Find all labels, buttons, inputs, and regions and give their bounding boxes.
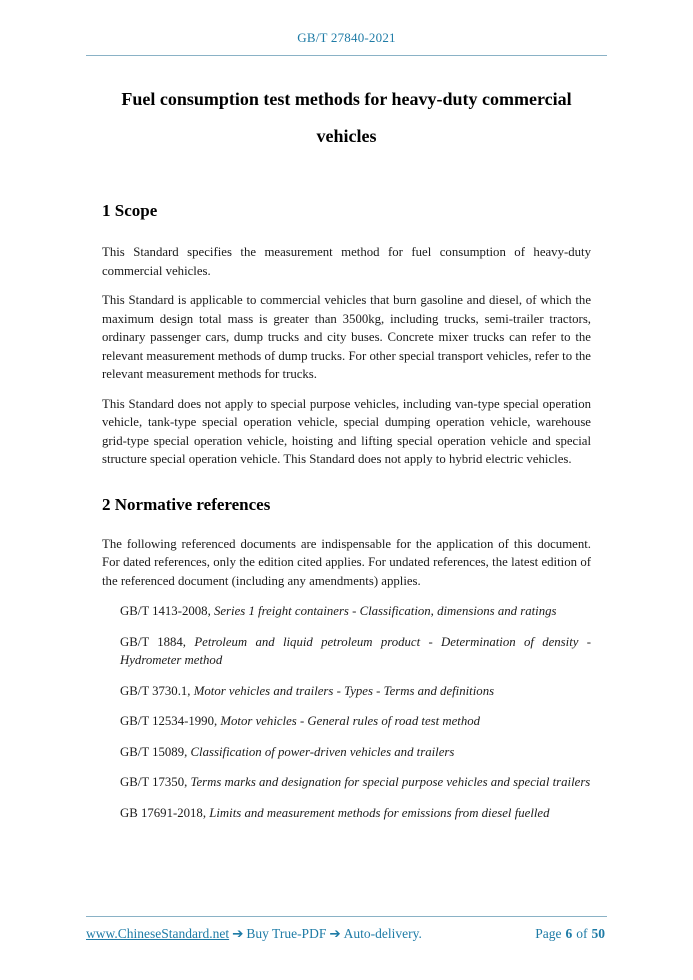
- section-heading-scope: 1 Scope: [102, 201, 158, 220]
- arrow-icon: ➔: [329, 926, 341, 941]
- document-title-line: vehicles: [316, 126, 377, 146]
- reference-code: GB/T 1884,: [120, 634, 187, 649]
- reference-title: Limits and measurement methods for emissions from diesel fuelled: [209, 805, 550, 820]
- reference-title: Motor vehicles and trailers - Types - Terms and definitions: [193, 683, 495, 698]
- reference-item: [120, 743, 591, 762]
- page-indicator: [533, 926, 607, 942]
- reference-code: GB/T 15089,: [120, 744, 188, 759]
- footer-tagline: [86, 926, 422, 942]
- page-total: 50: [591, 926, 605, 941]
- section-heading-normative-references: 2 Normative references: [102, 494, 271, 514]
- reference-code: GB 17691-2018,: [120, 805, 207, 820]
- of-label: of: [576, 926, 588, 941]
- reference-item: [120, 773, 591, 792]
- reference-item: [120, 602, 591, 621]
- arrow-icon: ➔: [232, 926, 244, 941]
- reference-item: [120, 804, 591, 823]
- reference-title: Terms marks and designation for special purpose vehicles and special trailers: [190, 775, 591, 789]
- reference-code: GB/T 3730.1,: [120, 683, 191, 698]
- reference-code: GB/T 12534-1990,: [120, 714, 218, 728]
- header-divider: [86, 55, 607, 56]
- page-header: [0, 0, 693, 46]
- reference-title: Series 1 freight containers - Classification, dimensions and ratings: [213, 604, 557, 618]
- paragraph-normative-intro: The following referenced documents are indispensable for the application of this document. For dated references, only the edition cited applies. For undated references, the latest edition of the referenced document (including any amendments) applies.: [102, 536, 591, 588]
- doc-number: GB/T 27840-2021: [297, 30, 396, 45]
- document-title: [102, 81, 591, 155]
- page-content: [102, 81, 591, 822]
- reference-item: [120, 682, 591, 701]
- buy-true-pdf-label: Buy True-PDF: [246, 926, 327, 941]
- website-link[interactable]: www.ChineseStandard.net: [86, 926, 230, 941]
- document-title-line: Fuel consumption test methods for heavy-duty commercial: [121, 89, 572, 109]
- reference-item: [120, 712, 591, 731]
- auto-delivery-label: Auto-delivery.: [343, 926, 422, 941]
- reference-code: GB/T 17350,: [120, 775, 188, 789]
- reference-code: GB/T 1413-2008,: [120, 604, 211, 618]
- paragraph-scope-2: This Standard is applicable to commercial vehicles that burn gasoline and diesel, of which the maximum design total mass is greater than 3500kg, including trucks, semi-trailer tractors, ordinary passenger cars, dump trucks and city buses. Concrete mixer trucks can refer to the relevant measurement methods of dump trucks. For other special transport vehicles, refer to the relevant measurement methods for trucks.: [102, 293, 591, 381]
- reference-title: Motor vehicles - General rules of road test method: [220, 714, 481, 728]
- reference-title: Classification of power-driven vehicles and trailers: [190, 744, 455, 759]
- page-label: Page: [535, 926, 562, 941]
- paragraph-scope-3: This Standard does not apply to special purpose vehicles, including van-type special operation vehicle, tank-type special operation vehicle, special dumping operation vehicle, warehouse grid-type special operation vehicle, hoisting and lifting special operation vehicle and special structure special operation vehicle. This Standard does not apply to hybrid electric vehicles.: [102, 396, 591, 466]
- reference-list: [102, 602, 591, 822]
- paragraph-scope-1: This Standard specifies the measurement method for fuel consumption of heavy-duty commercial vehicles.: [102, 245, 591, 278]
- page-footer: [86, 916, 607, 942]
- reference-item: [120, 633, 591, 670]
- reference-title: Petroleum and liquid petroleum product - Determination of density - Hydrometer method: [120, 634, 591, 667]
- page-number: 6: [565, 926, 573, 941]
